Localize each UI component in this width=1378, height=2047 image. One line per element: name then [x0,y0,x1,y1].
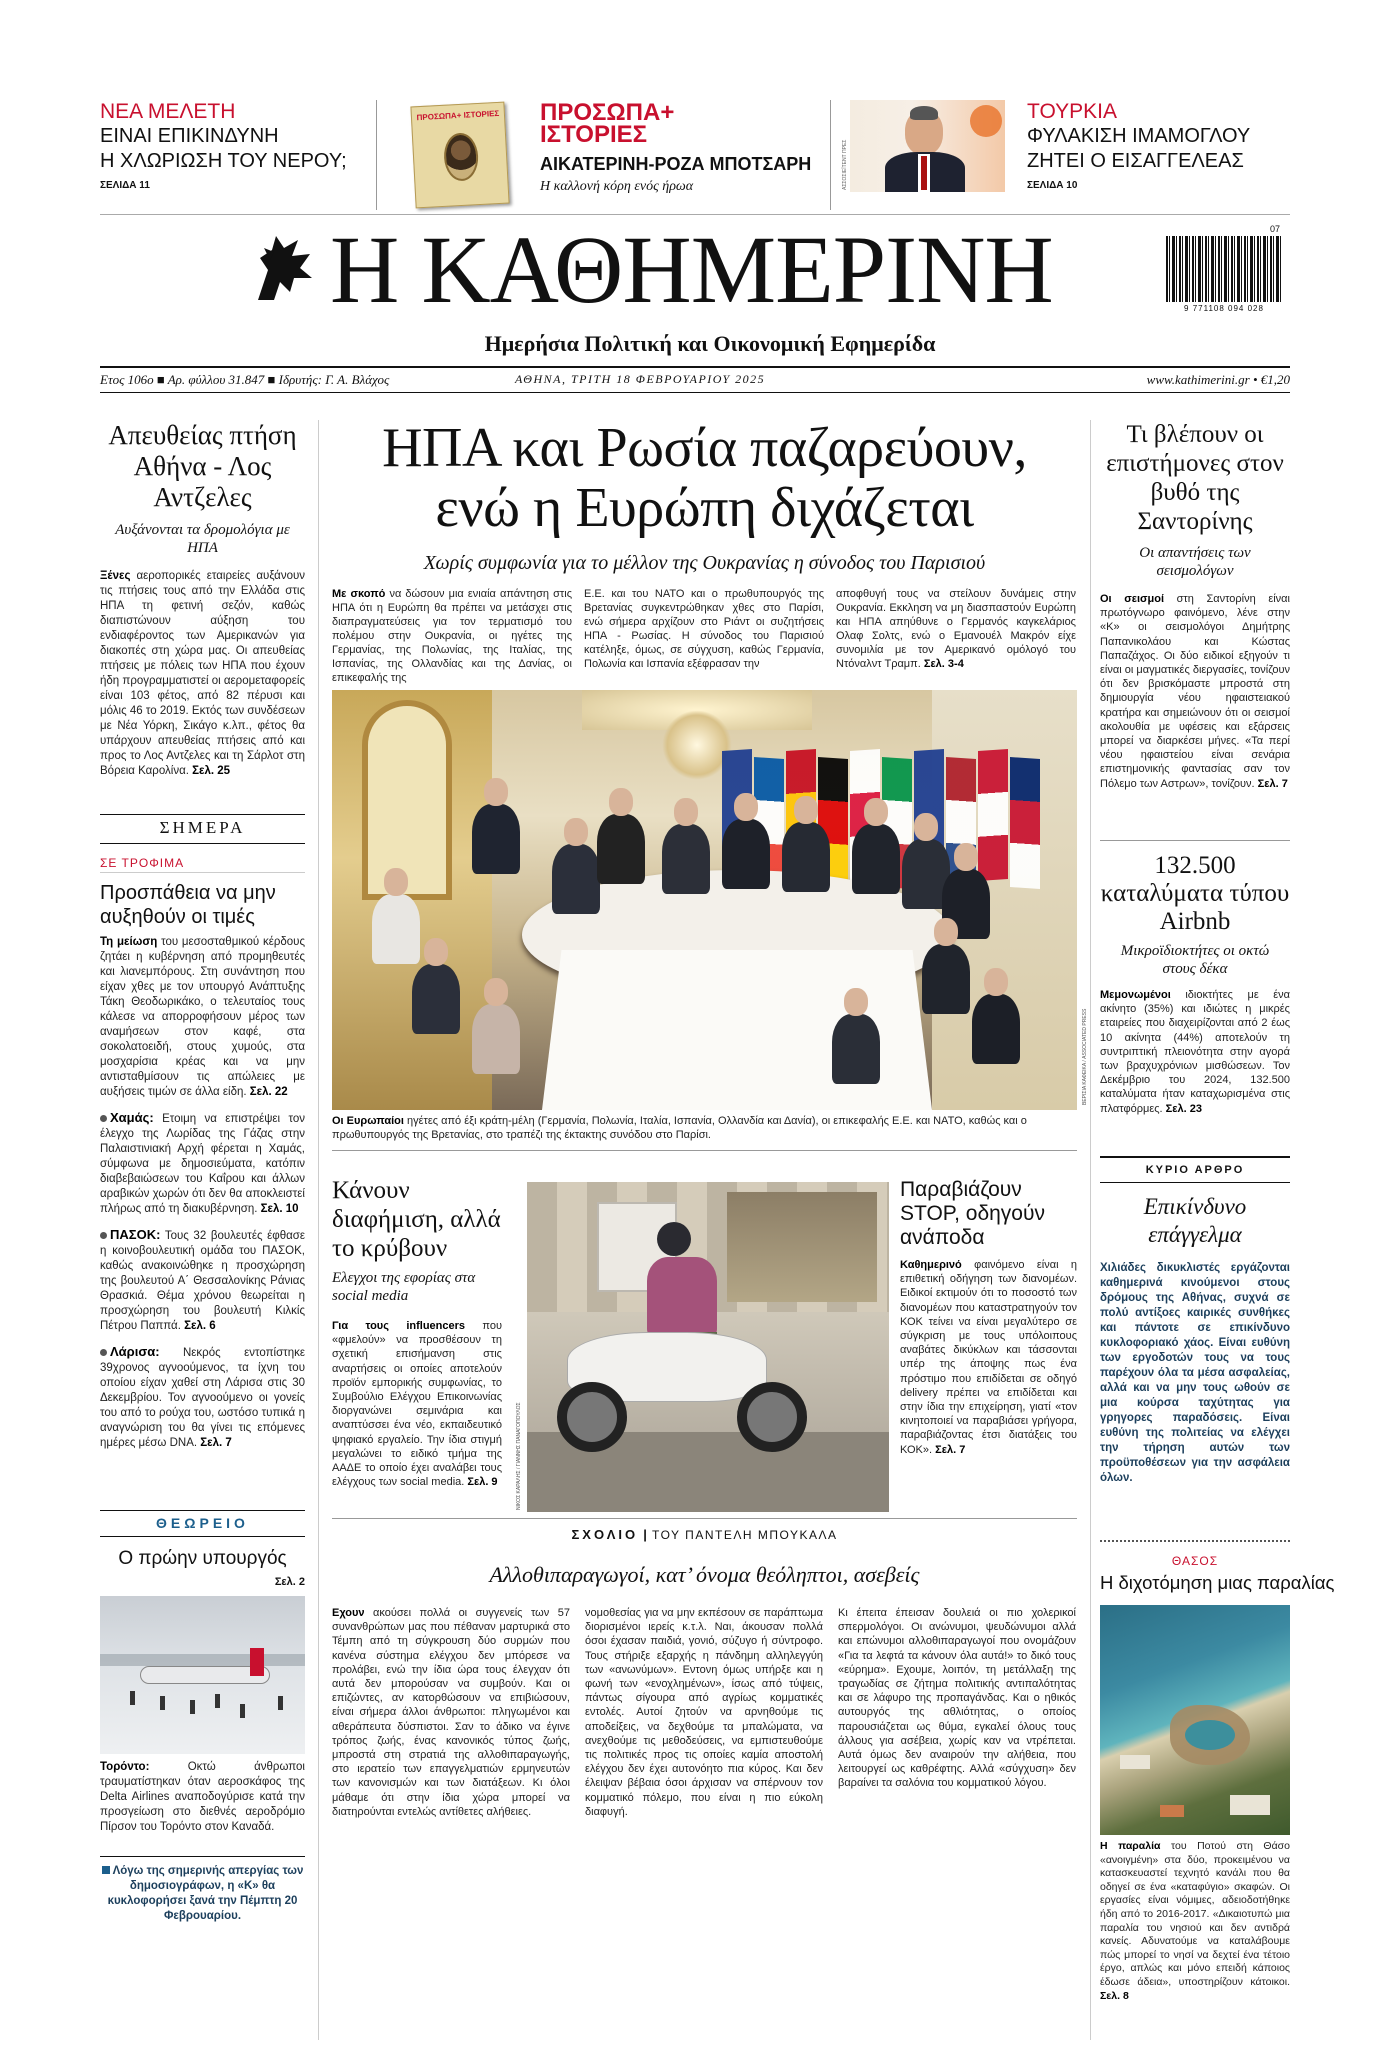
flight-story[interactable] [100,420,305,779]
attendee-head [484,978,508,1006]
attendee-head [424,938,448,966]
attendee-body [412,964,460,1034]
lead-col3 [836,587,1076,671]
summit-caption [332,1114,1077,1142]
attendee-body [597,814,645,884]
today-body: του μεσοσταθμικού κέρδους ζητάει η κυβέρνηση από προμηθευτές και λιανεμπόρους. Στη συνάντηση που είχαν χθες με τον υπουργό Ανάπτυξης Τάκη Θεοδωρικάκο, ο τελευταίος τους κάλεσε να απορροφήσουν μέρος των αναμήσεων στον καφέ, στα σοκολατοειδή, στους χυμούς, στα μοσχαρίσια κρέας και να μην αντισταθμίσουν τις απώλειες με αυξήσεις τιμών σε άλλα είδη. [100,936,306,1098]
brief-page: Σελ. 6 [184,1320,216,1332]
theorio-header: ΘΕΩΡΕΙΟ [156,1515,249,1531]
lead-col2-text: Ε.Ε. και του ΝΑΤΟ και ο πρωθυπουργός της Βρετανίας συγκεντρώθηκαν χθες στο Παρίσι, ενώ σήμερα αρχίζουν στο Ριάντ οι συζητήσεις ΗΠΑ - Ρωσίας. Η σύνοδος του Παρισιού κατέληξε, όμως, σε σύγχυση, καθώς Γερμανία, Πολωνία και Ισπανία εξέφρασαν την [584,588,824,670]
dotted-divider [1100,1540,1290,1542]
summit-caption-lead: Οι Ευρωπαίοι [332,1115,404,1127]
teaser-left-page: ΣΕΛΙΔΑ 11 [100,180,150,191]
lead-col1-text: να δώσουν μια ενιαία απάντηση στις ΗΠΑ ότι η Ευρώπη θα πρέπει να μετάσχει στις διαπραγματεύσεις για τον τερματισμό του πολέμου στην Ουκρανία, οι ηγέτες της Γερμανίας, της Πολωνίας, της Ιταλίας, της Ισπανίας, της Ολλανδίας και της Δανίας, οι επικεφαλής της [332,588,573,684]
strike-text: Λόγω της σημερινής απεργίας των δημοσιογράφων, η «Κ» θα κυκλοφορήσει ξανά την Πέμπτη 20 Φεβρουαρίου. [107,1865,304,1922]
comment-author: ΤΟΥ ΠΑΝΤΕΛΗ ΜΠΟΥΚΑΛΑ [651,1528,838,1542]
airbnb-page: Σελ. 23 [1165,1102,1202,1115]
thasos-title[interactable]: Η διχοτόμηση μιας παραλίας [1100,1572,1335,1593]
masthead-title: Η ΚΑΘΗΜΕΡΙΝΗ [330,216,1053,323]
influencers-sub: Ελεγχοι της εφορίας στα social media [332,1270,476,1304]
barcode-issue: 07 [1269,224,1280,234]
attendee-body [372,894,420,964]
teaser-left[interactable] [100,100,350,191]
dateline-web: www.kathimerini.gr • €1,20 [1146,372,1290,387]
dateline-issue: Ετος 106ο ■ Αρ. φύλλου 31.847 ■ Ιδρυτής: Γ. Α. Βλάχος [100,372,390,387]
flight-title: Απευθείας πτήση Αθήνα - Λος Αντζελες [108,420,297,512]
editorial-box[interactable] [1100,1156,1290,1486]
toronto-photo [100,1596,305,1754]
theorio-title[interactable]: Ο πρώην υπουργός [118,1548,287,1569]
delivery-body: φαινόμενο είναι η επιθετική οδήγηση των διανομέων. Ειδικοί εκτιμούν ότι το ποσοστό των διανομέων που καταστρατηγούν τον ΚΟΚ τείνει να είναι μεγαλύτερο σε σύγκριση με τους υπόλοιπους αναβάτες δικύκλων και τάσσονται υπέρ της άποψης πως ένα πρόστιμο που επιδίδεται σε οδηγό delivery πρέπει να επιδίδεται και στην ίδια την επιχείρηση, γιατί «τον κινητοποιεί να παραβιάσει γρήγορα, παραβιάζοντας έτσι διατάξεις του ΚΟΚ». [900,1259,1077,1456]
flag [978,749,1008,881]
flight-body: αεροπορικές εταιρείες αυξάνουν τις πτήσεις τους από την Ελλάδα στις ΗΠΑ τη φετινή σεζόν, καθώς διαπιστώνουν αύξηση του ενδιαφέροντος των Αμερικανών για διακοπές στη χώρα μας. Οι απευθείας πτήσεις με πόλεις των ΗΠΑ που έχουν ήδη προγραμματιστεί οι αερομεταφορείς είναι 103 φέτος, από 82 πέρυσι και μόλις 46 το 2019. Εκτός των συνδέσεων με Νέα Υόρκη, Σικάγο κ.λπ., φέτος θα υπάρχουν απευθείας πτήσεις από και προς το Λος Αντζελες και τη Σάρλοτ στη Βόρεια Καρολίνα. [100,570,305,777]
thasos-kicker: ΘΑΣΟΣ [1171,1554,1219,1568]
blue-square-icon [102,1866,110,1874]
attendee-body [472,1004,520,1074]
today-lead: Τη μείωση [100,936,158,948]
barcode-number: 9 771108 094 028 [1184,304,1264,313]
masthead-subtitle: Ημερήσια Πολιτική και Οικονομική Εφημερίδα [484,331,936,356]
bullet-icon [100,1115,107,1122]
attendee-head [914,813,938,841]
editorial-title: Επικίνδυνο επάγγελμα [1143,1194,1247,1247]
attendee-head [934,918,958,946]
comment-col3-text: Κι έπειτα έπεισαν δουλειά οι πιο χολερικοί σπερμολόγοι. Οι ανώνυμοι, ψευδώνυμοι αλλά και επώνυμοι αλλοθιπαραγωγοί που ονομάζουν «Για τα λεφτά τα κάνουν όλα αυτά!» το δικό τους «εύρημα». Εχουμε, λοιπόν, τη μετάλλαξη της τραγωδίας σε ζήτημα πολιτικής αντιπαλότητας και σε λάφυρο της προπαγάνδας. Και ο ηθικός αυτουργός της αθλιότητας, ο οποίος παρουσιάζεται ως θύμα, εγκαλεί όλους τους άλλους για ασέβεια, χωρίς καν να ντρέπεται. Αυτά όμως δεν αναιρούν την αλήθεια, που λειτουργεί ως καθρέφτης. Αλλά «σύγχυση» δεν βαραίνει τα σαλόνια του κομματικού λόγου. [838,1607,1076,1790]
summit-photo [332,690,1077,1110]
lead-headline-line2: ενώ η Ευρώπη διχάζεται [435,477,974,539]
airbnb-title: καταλύματα τύπου Airbnb [1100,880,1290,935]
comment-col2 [585,1606,823,2032]
airbnb-story[interactable] [1100,852,1290,1116]
santorini-sub: Οι απαντήσεις των σεισμολόγων [1139,545,1251,579]
summit-photo-credit: ΒΕΡΙΣΙΑ ΚΑΦΕΙΚΑ / ASSOCIATED PRESS [1082,1008,1088,1105]
flight-lead: Ξένες [100,570,131,582]
delivery-lead: Καθημερινό [900,1259,962,1271]
imamoglu-photo [850,100,1005,192]
lead-deck: Χωρίς συμφωνία για το μέλλον της Ουκρανίας η σύνοδος του Παρισιού [423,552,986,574]
delivery-photo-credit: ΝΙΚΟΣ ΚΑΡΑΛΗΣ / ΓΙΑΝΝΗΣ ΠΑΝΑΓΟΠΟΥΛΟΣ [516,1402,522,1510]
attendee-body [472,804,520,874]
teaser-left-line1: ΕΙΝΑΙ ΕΠΙΚΙΝΔΥΝΗ [100,125,279,147]
teaser-right-line2: ΖΗΤΕΙ Ο ΕΙΣΑΓΓΕΛΕΑΣ [1027,150,1244,172]
influencers-title: Κάνουν διαφήμιση, αλλά το κρύβουν [332,1177,501,1262]
lead-headline-line1: ΗΠΑ και Ρωσία παζαρεύουν, [382,417,1027,479]
delivery-title: Παραβιάζουν STOP, οδηγούν ανάποδα [900,1178,1045,1249]
teaser-middle-name: ΑΙΚΑΤΕΡΙΝΗ-ΡΟΖΑ ΜΠΟΤΣΑΡΗ [540,154,812,174]
thasos-photo [1100,1605,1290,1835]
comment-col1-lead: Εχουν [332,1607,365,1619]
attendee-head [674,798,698,826]
attendee-body [852,824,900,894]
santorini-body: στη Σαντορίνη είναι πρωτόγνωρο φαινόμενο, λένε στην «Κ» οι σεισμολόγοι Δημήτρης Παπανικολάου και Κώστας Παπαζάχος. Οι δύο ειδικοί εξηγούν τι είναι οι μαγματικές διεργασίες, τονίζουν ότι δεν βρισκόμαστε μπροστά στη δημιουργία νέου ηφαιστειακού κρατήρα και σημειώνουν ότι οι σεισμοί ακολουθία με υφέσεις και εξάρσεις μπορεί να διαρκέσει μήνες. «Τα περί νέου ηφαιστείου είναι σενάρια επιστημονικής φαντασίας σαν τον Πόλεμο των Αστρων», τονίζουν. [1100,593,1290,790]
attendee-head [984,968,1008,996]
lead-col3-text: αποφθυγή τους να στείλουν δυνάμεις στην Ουκρανία. Εκκληση να μη διασπαστούν Ευρώπη και ΗΠΑ απηύθυνε ο Γερμανός καγκελάριος Ολαφ Σολτς, ενώ ο Εμανουέλ Μακρόν είχε συνομιλία με τον Αμερικανό ομόλογό του Ντόναλντ Τραμπ. [836,588,1076,670]
today-header: ΣΗΜΕΡΑ [159,818,246,837]
dateline-date: ΑΘΗΝΑ, ΤΡΙΤΗ 18 ΦΕΒΡΟΥΑΡΙΟΥ 2025 [515,372,766,386]
editorial-body: Χιλιάδες δικυκλιστές εργάζονται καθημερινά κινούμενοι στους δρόμους της Αθήνας, συχνά σε πολύ αντίξοες καιρικές συνθήκες και πάντοτε σε επικίνδυνο κυκλοφοριακό χάος. Είναι ευθύνη των εργοδοτών τους να τους παρέχουν όλα τα μέσα ασφαλείας, αλλά και να μην τους ωθούν σε μια κούρσα ταχύτητας για γρηγορες παραδόσεις. Είναι ευθύνη της πολιτείας να ελέγχει την τήρηση αυτών των προϋποθέσεων για την ασφάλεια όλων. [1100,1262,1290,1484]
brief-page: Σελ. 10 [260,1203,299,1215]
brief-body: Ετοιμη να επιστρέψει τον έλεγχο της Λωρίδας της Γάζας στην Παλαιστινιακή Αρχή φέρεται η Χαμάς, σύμφωνα με δημοσιεύματα, κατόπιν διαβεβαιώσεων του Καΐρου και άλλων αραβικών χωρών ότι δεν θα αποκλειστεί πλήρως από τη διακυβέρνηση. [100,1113,305,1215]
barcode [1166,224,1282,320]
attendee-head [734,793,758,821]
attendee-head [484,778,508,806]
summit-caption-text: ηγέτες από έξι κράτη-μέλη (Γερμανία, Πολωνία, Ιταλία, Ισπανία, Ολλανδία και Δανία), οι επικεφαλής Ε.Ε. και ΝΑΤΟ, καθώς και ο πρωθυπουργός της Βρετανίας, στο τραπέζι της έκτακτης συνόδου στο Παρίσι. [332,1115,1027,1141]
brief-page: Σελ. 7 [200,1437,232,1449]
attendee-body [832,1014,880,1084]
teaser-right-kicker: ΤΟΥΡΚΙΑ [1027,100,1117,123]
griffin-logo-icon [250,230,320,310]
teaser-right-page: ΣΕΛΙΔΑ 10 [1027,180,1078,191]
influencers-page: Σελ. 9 [467,1476,498,1489]
thasos-page: Σελ. 8 [1100,1989,1129,2002]
teaser-left-kicker: ΝΕΑ ΜΕΛΕΤΗ [100,100,236,123]
theorio-page: Σελ. 2 [274,1576,305,1588]
thasos-story [1100,1840,1290,2003]
flight-sub: Αυξάνονται τα δρομολόγια με ΗΠΑ [115,522,290,556]
brief-item[interactable] [100,1227,305,1334]
brief-lead: ΠΑΣΟΚ: [110,1227,161,1242]
bullet-icon [100,1232,107,1239]
toronto-story[interactable] [100,1760,305,1835]
comment-header: ΣΧΟΛΙΟ | ΤΟΥ ΠΑΝΤΕΛΗ ΜΠΟΥΚΑΛΑ [571,1527,838,1542]
lead-col3-page: Σελ. 3-4 [923,658,964,670]
attendee-head [564,818,588,846]
influencers-story[interactable] [332,1176,502,1489]
flag [1010,757,1040,889]
attendee-body [662,824,710,894]
teaser-left-line2: Η ΧΛΩΡΙΩΣΗ ΤΟΥ ΝΕΡΟΥ; [100,150,347,172]
brief-lead: Χαμάς: [110,1110,154,1125]
attendee-body [922,944,970,1014]
influencers-lead: Για τους influencers [332,1320,466,1332]
comment-col3 [838,1606,1076,2032]
teaser-cover-brand: ΠΡΟΣΩΠΑ+ ΙΣΤΟΡΙΕΣ [416,108,500,123]
bullet-icon [100,1349,107,1356]
brief-lead: Λάρισα: [110,1344,160,1359]
lead-headline[interactable] [332,418,1077,538]
today-page: Σελ. 22 [249,1086,288,1098]
portrait-icon [443,132,479,182]
attendee-head [954,843,978,871]
attendee-head [384,868,408,896]
teaser-brand-line2: ΙΣΤΟΡΙΕΣ [540,121,648,148]
comment-col1-text: ακούσει πολλά οι συγγενείς των 57 συνανθρώπων μας που πέθαναν μαρτυρικά στο Τέμπη από τη σύγκρουση δύο συρμών που κανένα σύστημα ελέγχου δεν μπόρεσε να προλάβει, ενώ την ίδια ώρα τους έλεγχαν ότι αυτά δεν μπορούσαν να συμβούν. Και οι επιζώντες, αν κατορθώσουν να επιβιώσουν, είναι σήμερα άλλοι άνθρωποι: πληγωμένοι και αθεράπευτα δύσπιστοι. Σαν το άδικο να έγινε τρόπος ζωής, ένας κανονικός τύπος ζωής, μπροστά στη στρατιά της αλλοθιπαραγωγής, στο ιερατείο των επαγγελματιών ερμηνευτών των κανονισμών και των διατάξεων. Κι όλοι μάθαμε ότι στην ίδια χώρα μπορεί να διατηρούνται εντελώς αντίθετες αλήθειες. [332,1607,570,1818]
attendee-body [552,844,600,914]
santorini-lead: Οι σεισμοί [1100,593,1165,605]
brief-item[interactable] [100,1344,305,1451]
teaser-middle[interactable] [540,99,830,195]
delivery-photo [527,1182,889,1512]
santorini-title: Τι βλέπουν οι επιστήμονες στον βυθό της Σαντορίνης [1106,421,1284,535]
brief-body: Τους 32 βουλευτές έφθασε η κοινοβουλευτική ομάδα του ΠΑΣΟΚ, καθώς ανακοινώθηκε η προσχώρηση της βουλευτού Α΄ Θεσσαλονίκης Ράνιας Θρασκιά. Θέμα χρόνου θεωρείται η προσχώρηση του βουλευτή Κιλκίς Πέτρου Παππά. [100,1230,305,1332]
thasos-lead: Η παραλία [1100,1840,1161,1852]
attendee-body [972,994,1020,1064]
santorini-page: Σελ. 7 [1257,777,1288,790]
lead-col1-lead: Με σκοπό [332,588,386,600]
toronto-body: Οκτώ άνθρωποι τραυματίστηκαν όταν αεροσκάφος της Delta Airlines αναποδογύρισε κατά την προσγείωση στο διεθνές αεροδρόμιο Πίρσον του Τορόντο στον Καναδά. [100,1761,305,1833]
today-kicker: ΣΕ ΤΡΟΦΙΜΑ [100,856,305,873]
brief-body: Νεκρός εντοπίστηκε 39χρονος αγνοούμενος, τα ίχνη του οποίου είχαν χαθεί στη Λάρισα στις 30 Δεκεμβρίου. Τον αγνοούμενο οι γονείς του από το ρούχα του, ωστόσο τυπικά η αναγνώριση του θα γίνει τις επόμενες ημέρες μέσω DNA. [100,1347,305,1449]
teaser-middle-cover[interactable] [410,102,509,209]
comment-label: ΣΧΟΛΙΟ [571,1527,639,1542]
editorial-label: ΚΥΡΙΟ ΑΡΘΡΟ [1100,1158,1290,1183]
attendee-head [844,988,868,1016]
thasos-body: του Ποτού στη Θάσο «ανοιγμένη» στα δύο, προκειμένου να κατασκευαστεί τεχνητό κανάλι που θα οδηγεί σε ένα «καταφύγιο» σκαφών. Οι εργασίες είναι νόμιμες, αδειοδοτήθηκε ήδη από το 2016-2017. «Δικαιοτυπώ μια παραλία του νησιού και δεν αντιδρά κανείς. Αδυνατούμε να καταλάβουμε πώς μπορεί το νησί να δεχτεί ένα τέτοιο έργο, απλώς και μόνο επειδή κάποιος έδωσε άδεια», υποστηρίζουν κάτοικοι. [1100,1840,1290,1988]
imamoglu-photo-credit: ΑΣΣΟΣΙΕΪΤΕΝΤ ΠΡΕΣ [842,139,848,190]
airbnb-sub: Μικροϊδιοκτήτες οι οκτώ στους δέκα [1120,943,1270,977]
attendee-head [864,798,888,826]
comment-title[interactable]: Αλλοθιπαραγωγοί, κατ’ όνομα θεόληπτοι, ασεβείς [489,1562,920,1587]
delivery-page: Σελ. 7 [935,1443,966,1456]
lead-col1 [332,587,572,685]
today-story[interactable] [100,856,305,1451]
teaser-right[interactable] [1027,100,1317,191]
briefs-list [100,1110,305,1451]
influencers-body: που «φμελούν» να προσθέσουν τη σχετική επισήμανση στις αναρτήσεις οι οποίες αποτελούν προϊόν εμπορικής συμφωνίας, το Συμβούλιο Ελέγχου Επικοινωνίας διοργανώνει σεμινάρια και αναπτύσσει ένα νέο, εκπαιδευτικό ψηφιακό εργαλείο. Την ίδια στιγμή μεγαλώνει το ειδικό τμήμα της ΑΑΔΕ το οποίο έχει αναλάβει τους ελέγχους των social media. [332,1320,502,1489]
teaser-middle-sub: Η καλλονή κόρη ενός ήρωα [540,179,694,194]
brief-item[interactable] [100,1110,305,1217]
airbnb-lead: Μεμονωμένοι [1100,989,1171,1001]
delivery-story[interactable] [900,1178,1077,1457]
lead-col2 [584,587,824,671]
airbnb-number: 132.500 [1154,852,1236,879]
airbnb-body: ιδιοκτήτες με ένα ακίνητο (35%) και ιδιώτες η μικρές εταιρείες που διαχειρίζονται από 2 έως 10 ακίνητα (44%) αποτελούν τη συντριπτική πλειονότητα στην αγορά των βραχυχρόνιων μισθώσεων. Τον Δεκέμβριο του 2024, 132.500 καταλύματα ήταν καταχωρισμένα στις πλατφόρμες. [1100,989,1290,1115]
teaser-brand-line1: ΠΡΟΣΩΠΑ+ [540,99,675,126]
teaser-right-line1: ΦΥΛΑΚΙΣΗ ΙΜΑΜΟΓΛΟΥ [1027,125,1251,147]
attendee-head [609,788,633,816]
santorini-story[interactable] [1100,420,1290,791]
attendee-body [782,822,830,892]
flight-page: Σελ. 25 [192,765,231,777]
strike-notice [100,1864,305,1924]
toronto-lead: Τορόντο: [100,1761,150,1773]
attendee-head [794,796,818,824]
today-title: Προσπάθεια να μην αυξηθούν οι τιμές [100,882,276,928]
comment-col2-text: νομοθεσίας για να μην εκπέσουν σε παράπτωμα διορισμένοι ιερείς κ.τ.λ. Ναι, άκουσαν πολλά όσοι έχασαν παιδιά, γονιό, σύζυγο ή σύντροφο. Τους στήριξε εξαρχής η πάνδημη αλληλεγγύη των «ανωνύμων». Εντονη όμως υπήρξε και η φωνή των «ενοχλημένων», ίσως από τύψεις, πάντως σίγουρα από αγρίως κομματικές εντολές. Αυτοί ζητούν να αρνηθούμε τις αποδείξεις, να δεχθούμε τα μπαλώματα, να ανεχθούμε τις μεθοδεύσεις, να εμπιστευθούμε τις πολιτικές προς τις οποίες καμία αποστολή ελέγχου δεν έχει αυτονόητο πια κύρος. Και δεν έλειψαν βέβαια όσοι άρχισαν να σπέρνουν τον κομματικό πόλεμο, που είναι η πιο εύκολη διαφυγή. [585,1607,823,1818]
attendee-body [722,819,770,889]
comment-col1 [332,1606,570,2032]
